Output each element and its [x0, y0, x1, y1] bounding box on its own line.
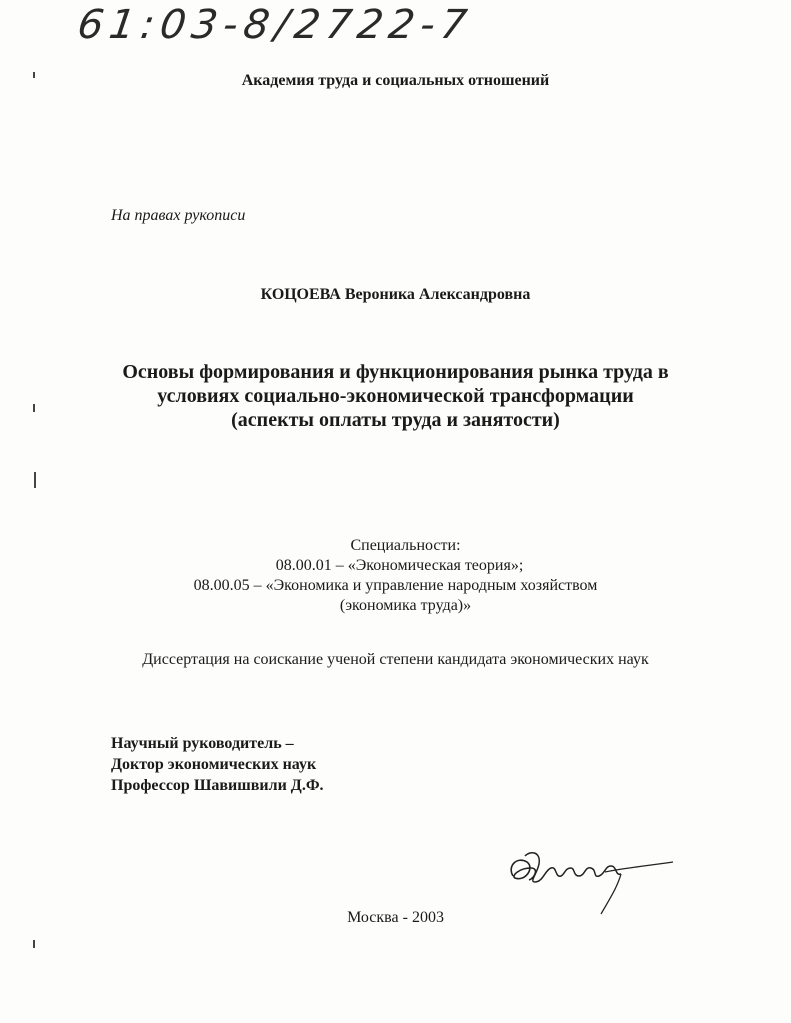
scan-artifact	[33, 940, 35, 948]
dissertation-note: Диссертация на соискание ученой степени кандидата экономических наук	[142, 651, 649, 668]
specialty-item: 08.00.05 – «Экономика и управление народным хозяйством	[193, 577, 598, 594]
city-year: Москва - 2003	[347, 909, 444, 926]
dissertation-title	[0, 360, 791, 432]
author-name: КОЦОЕВА Вероника Александровна	[260, 286, 531, 303]
specialties-heading: Специальности:	[350, 537, 461, 554]
handwritten-signature-icon	[505, 838, 685, 918]
scan-artifact	[33, 72, 35, 78]
supervisor-block	[111, 733, 324, 796]
supervisor-line: Доктор экономических наук	[111, 756, 317, 773]
specialty-item: (экономика труда)»	[339, 597, 472, 614]
specialties-block	[0, 536, 791, 616]
scan-artifact	[33, 404, 35, 412]
manuscript-note: На правах рукописи	[111, 207, 246, 224]
archive-code-handwritten: 61:03-8/2722-7	[74, 2, 476, 48]
specialty-item: 08.00.01 – «Экономическая теория»;	[275, 557, 524, 574]
title-line: условиях социально-экономической трансформации	[157, 385, 634, 407]
institution-name: Академия труда и социальных отношений	[241, 72, 550, 89]
supervisor-line: Профессор Шавишвили Д.Ф.	[111, 777, 324, 794]
title-line: (аспекты оплаты труда и занятости)	[231, 409, 560, 431]
supervisor-line: Научный руководитель –	[111, 735, 294, 752]
scan-artifact	[34, 472, 36, 488]
title-line: Основы формирования и функционирования рынка труда в	[122, 361, 669, 383]
